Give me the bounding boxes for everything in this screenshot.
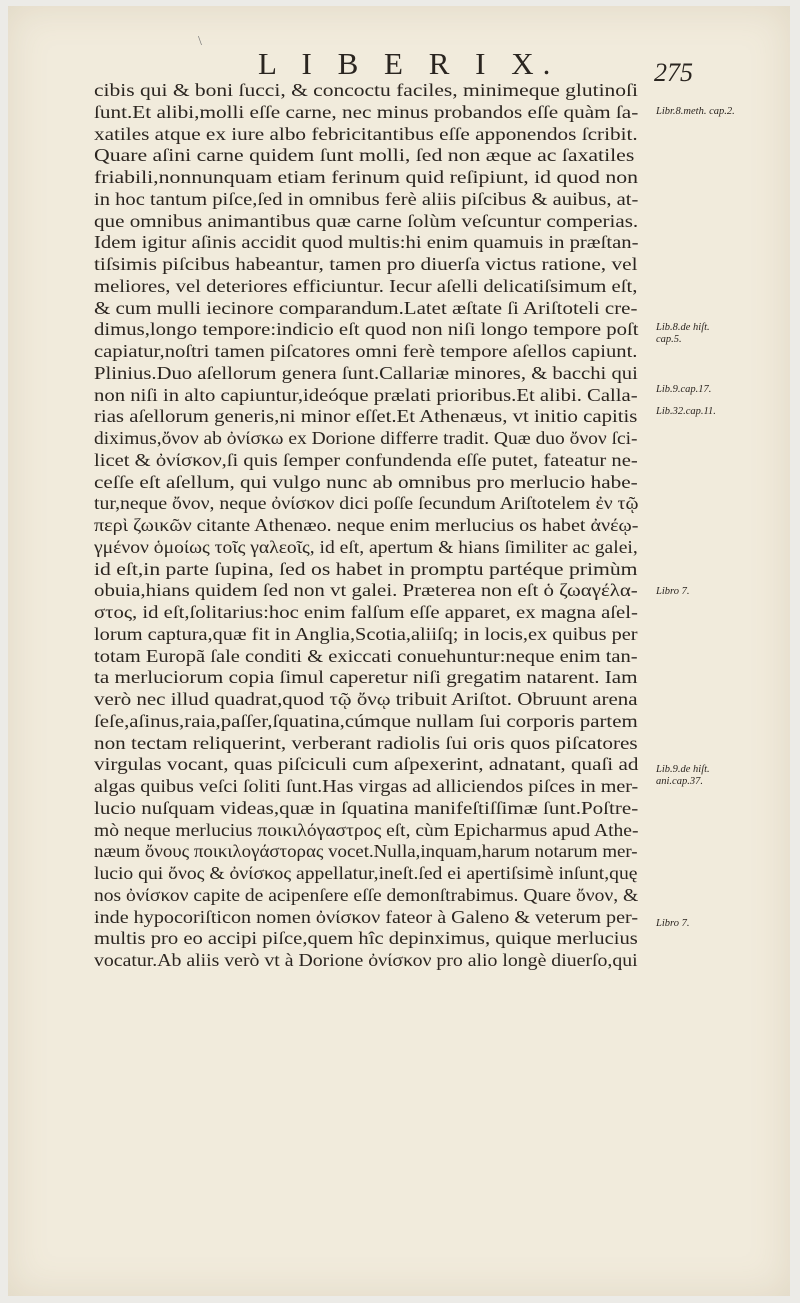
text-line: περὶ ζωικῶν citante Athenæo. neque enim merlucius os habet ἀνέῳ- xyxy=(94,515,639,535)
marginal-note: Lib.8.de hiſt. cap.5. xyxy=(656,322,710,345)
text-line: obuia,hians quidem ſed non vt galei. Præterea non eſt ὁ ζωαγέλα- xyxy=(94,580,638,601)
text-line: næum ὄνους ποικιλογάστορας vocet.Nulla,inquam,harum notarum mer- xyxy=(94,841,638,862)
text-line: virgulas vocant, quas piſciculi cum aſpexerint, adnatant, quaſi ad xyxy=(94,754,639,775)
text-line: ta merluciorum copia ſimul caperetur niſi gregatim natarent. Iam xyxy=(94,667,638,688)
marginal-note: Lib.9.cap.17. xyxy=(656,384,712,395)
text-line: dimus,longo tempore:indicio eſt quod non niſi longo tempore poſt xyxy=(94,319,639,340)
marginal-note: Lib.32.cap.11. xyxy=(656,406,716,417)
text-line: meliores, vel deteriores efficiuntur. Iecur aſelli delicatiſsimum eſt, xyxy=(94,275,638,296)
text-line: γμένον ὁμοίως τοῖς γαλεοῖς, id eſt, apertum & hians ſimiliter ac galei, xyxy=(94,536,638,557)
text-line: & cum mulli iecinore comparandum.Latet æſtate ſi Ariſtoteli cre- xyxy=(94,297,638,318)
text-line: tiſsimis piſcibus habeantur, tamen pro diuerſa victus ratione, vel xyxy=(94,254,638,274)
text-line: que omnibus animantibus quæ carne ſolùm veſcuntur comperias. xyxy=(94,210,639,231)
text-line: ſeſe,aſinus,raia,paſſer,ſquatina,cúmque nullam ſui corporis partem xyxy=(94,710,638,731)
marginal-note: Libro 7. xyxy=(656,586,690,597)
text-line: capiatur,noſtri tamen piſcatores omni ferè tempore aſellos capiunt. xyxy=(94,341,638,361)
text-line: mò neque merlucius ποικιλόγαστρος eſt, cùm Epicharmus apud Athe- xyxy=(94,819,639,840)
text-line: non niſi in alto capiuntur,ideóque prælati prioribus.Et alibi. Calla- xyxy=(94,384,638,405)
body-text xyxy=(94,80,638,972)
text-line: ceſſe eſt aſellum, qui vulgo nunc ab omnibus pro merlucio habe- xyxy=(94,471,638,492)
text-line: licet & ὀνίσκον,ſi quis ſemper confundenda eſſe putet, fateatur ne- xyxy=(94,449,638,470)
text-line: Plinius.Duo aſellorum genera ſunt.Callariæ minores, & bacchi qui xyxy=(94,362,638,383)
text-line: id eſt,in parte ſupina, ſed os habet in promptu partéque primùm xyxy=(94,558,638,579)
text-line: tur,neque ὄνον, neque ὀνίσκον dici poſſe ſecundum Ariſtotelem ἐν τῷ xyxy=(94,493,639,514)
book-page xyxy=(8,6,790,1296)
marginal-note: Lib.9.de hiſt. ani.cap.37. xyxy=(656,764,710,787)
text-line: xatiles atque ex iure albo febricitantibus eſſe apponendos ſcribit. xyxy=(94,123,638,144)
text-line: vocatur.Ab aliis verò vt à Dorione ὀνίσκον pro alio longè diuerſo,qui xyxy=(94,950,638,970)
text-line: algas quibus veſci ſoliti ſunt.Has virgas ad alliciendos piſces in mer- xyxy=(94,776,639,796)
text-line: lucio qui ὄνος & ὀνίσκος appellatur,ineſt.ſed ei apertiſsimè inſunt,quę xyxy=(94,863,638,883)
corner-mark: \ xyxy=(198,34,202,49)
text-line: non tectam reliquerint, verberant radiolis ſui oris quos piſcatores xyxy=(94,732,638,753)
text-line: friabili,nonnunquam etiam ferinum quid reſipiunt, id quod non xyxy=(94,167,638,187)
text-line: ſunt.Et alibi,molli eſſe carne, nec minus probandos eſſe quàm ſa- xyxy=(94,101,639,122)
text-line: lucio nuſquam videas,quæ in ſquatina manifeſtiſſimæ ſunt.Poſtre- xyxy=(94,797,639,818)
text-line: totam Europã ſale conditi & exiccati conuehuntur:neque enim tan- xyxy=(94,645,638,666)
text-line: inde hypocoriſticon nomen ὀνίσκον fateor à Galeno & veterum per- xyxy=(94,906,639,927)
text-line: Idem igitur aſinis accidit quod multis:hi enim quamuis in præſtan- xyxy=(94,232,639,253)
text-line: verò nec illud quadrat,quod τῷ ὄνῳ tribuit Ariſtot. Obruunt arena xyxy=(94,689,638,709)
text-line: lorum captura,quæ fit in Anglia,Scotia,aliiſq; in locis,ex quibus per xyxy=(94,623,638,644)
text-line: diximus,ὄνον ab ὀνίσκω ex Dorione differre tradit. Quæ duo ὄνον ſci- xyxy=(94,428,638,448)
text-line: in hoc tantum piſce,ſed in omnibus ferè aliis piſcibus & auibus, at- xyxy=(94,188,639,209)
text-line: Quare aſini carne quidem ſunt molli, ſed non æque ac ſaxatiles xyxy=(94,145,635,166)
text-line: cibis qui & boni ſucci, & concoctu faciles, minimeque glutinoſi xyxy=(94,80,638,100)
page-number: 275 xyxy=(654,58,693,87)
text-line: nos ὀνίσκον capite de acipenſere eſſe demonſtrabimus. Quare ὄνον, & xyxy=(94,884,639,905)
marginal-note: Libr.8.meth. cap.2. xyxy=(656,106,735,117)
marginal-note: Libro 7. xyxy=(656,918,690,929)
text-line: multis pro eo accipi piſce,quem hîc depinximus, quique merlucius xyxy=(94,928,638,949)
text-line: στος, id eſt,ſolitarius:hoc enim falſum eſſe apparet, ex magna aſel- xyxy=(94,602,638,622)
text-line: rias aſellorum generis,ni minor eſſet.Et Athenæus, vt initio capitis xyxy=(94,406,638,427)
running-head: L I B E R I X. xyxy=(258,46,560,81)
